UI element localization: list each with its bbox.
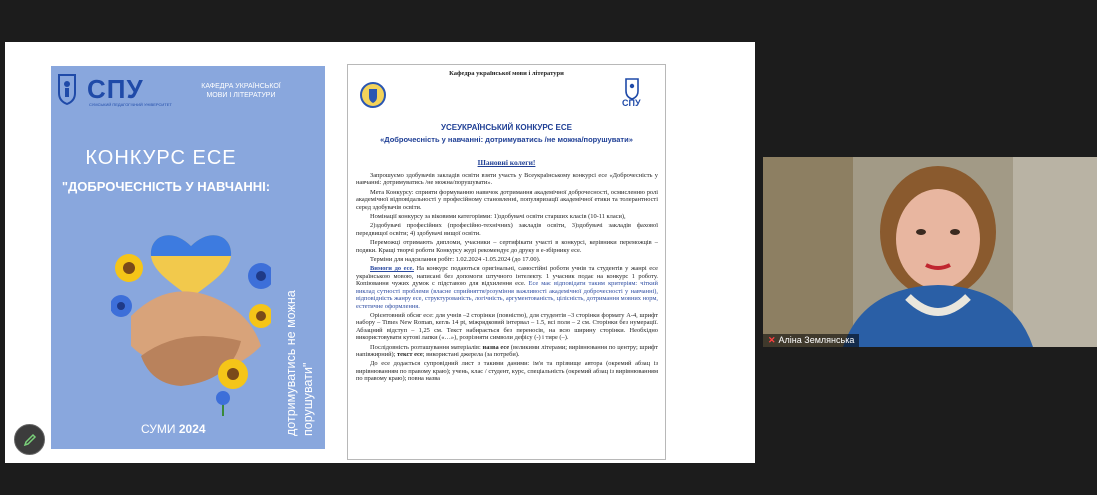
university-shield-icon [57,73,77,105]
paragraph: Запрошуємо здобувачів закладів освіти взяти участь у Всеукраїнському конкурсі есе «Доброчесність у навчанні: дотримуватись /не можна/порушувати». [356,172,658,187]
paragraph [356,344,658,359]
paragraph: Номінації конкурсу за віковими категоріями: 1)здобувачі освіти старших класів (10-11 класи), [370,213,626,221]
poster-brand-subtitle: СУМСЬКИЙ ПЕДАГОГІЧНИЙ УНІВЕРСИТЕТ [89,102,172,107]
annotate-button[interactable] [14,424,45,455]
order-text-2: ; використані джерела (за потреби). [422,350,520,358]
document-heading: УСЕУКРАЇНСЬКИЙ КОНКУРС ЕСЕ [440,123,572,132]
poster-department: КАФЕДРА УКРАЇНСЬКОЇ МОВИ І ЛІТЕРАТУРИ [201,83,281,99]
poster-city-year [141,422,206,436]
essay-title-label: назва есе [482,343,510,351]
contest-poster [51,66,325,449]
pencil-icon [23,433,37,447]
essay-text-label: текст есе [397,350,423,358]
requirements-label: Вимоги до есе. [370,265,414,273]
paragraph: Переможці отримають дипломи, учасники – сертифікати участі в конкурсі, керівники переможців – подяки. Кращі творчі роботи Конкурсу журі рекомендує до друку в е-збірнику есе. [356,239,658,254]
poster-brand: СПУ [87,74,144,104]
paragraph: 2)здобувачі професійних (професійно-технічних) закладів освіти, 3)здобувачі закладів фахової передвищої освіти; 4) здобувачі вищої освіти. [356,222,658,237]
paragraph: Терміни для надсилання робіт: 1.02.2024 -1.05.2024 (до 17.00). [370,256,541,264]
mic-off-icon: ✕ [768,335,776,345]
document-greeting: Шановні колеги! [477,158,536,167]
participant-video[interactable] [763,157,1097,347]
contest-document [347,64,666,460]
poster-quote: "ДОБРОЧЕСНІСТЬ У НАВЧАННІ: [61,179,271,194]
paragraph: Орієнтовний обсяг есе: для учнів –2 сторінки (повністю), для студентів –3 сторінки формату А-4, шрифт набору – Times New Roman, кегль 14 pt, міжрядковий інтервал – 1.5, всі поля – 2 см. Сторінки без нумерації. Абзацний відступ – 1,25 см. Текст набирається без переносів, на всю ширину сторінки. Необхідно використовувати кутові лапки («…»), розрізняти символи дефісу (-) і тире (–). [356,311,658,342]
participant-video-feed [763,157,1097,347]
poster-title: КОНКУРС ЕСЕ [85,147,237,169]
document-subheading: «Доброчесність у навчанні: дотримуватись /не можна/порушувати» [380,135,633,144]
paragraph [356,265,658,309]
poster-year: 2024 [178,422,206,436]
paragraph: До есе додається супровідний лист з такими даними: ім'я та прізвище автора (окремий абзац із вирівнюванням по правому краю); учень, клас / студент, курс, спеціальність (окремий абзац із вирівнюванням по правому краю); повна назва [356,360,658,383]
requirements-text: На конкурс подаються оригінальні, самостійні роботи учнів та студентів у жанрі есе українською мовою, написані без допомоги штучного інтелекту. 1 учасник подає на конкурс 1 роботу. Копіювання чужих думок с підставою для відхилення есе. [356,265,658,288]
poster-city: СУМИ [141,422,176,436]
university-emblem-icon [360,80,386,110]
document-body [356,172,658,385]
requirements-criteria: Есе має відповідати таким критеріям: чіткий виклад сутності проблеми (власне сприйняття/розуміння важливості академічної доброчесності у навчанні), відповідність жанру есе, структурованість, логічність, аргументованість, цілісність, дотримання мовних норм, естетичне оформлення. [356,280,658,310]
document-department: Кафедра української мови і літератури [449,70,564,77]
order-text-1: (великими літерами; вирівнювання по центру; шрифт напівжирний); [356,343,658,358]
order-label: Послідовність розташування матеріалів: [370,343,481,351]
spu-logo-text: СПУ [622,98,641,108]
poster-vertical-text: дотримуватись не можна порушувати" [284,290,315,436]
hands-heart-sunflowers-illustration [111,206,271,416]
paragraph: Мета Конкурсу: сприяти формуванню навичок дотримання академічної доброчесності, осмисленню ролі академічної відповідальності у професійному становленні, популяризації академічної етики та толерантності серед здобувачів освіти. [356,188,658,211]
participant-name: Аліна Землянська [778,335,855,345]
participant-name-label [763,334,859,347]
